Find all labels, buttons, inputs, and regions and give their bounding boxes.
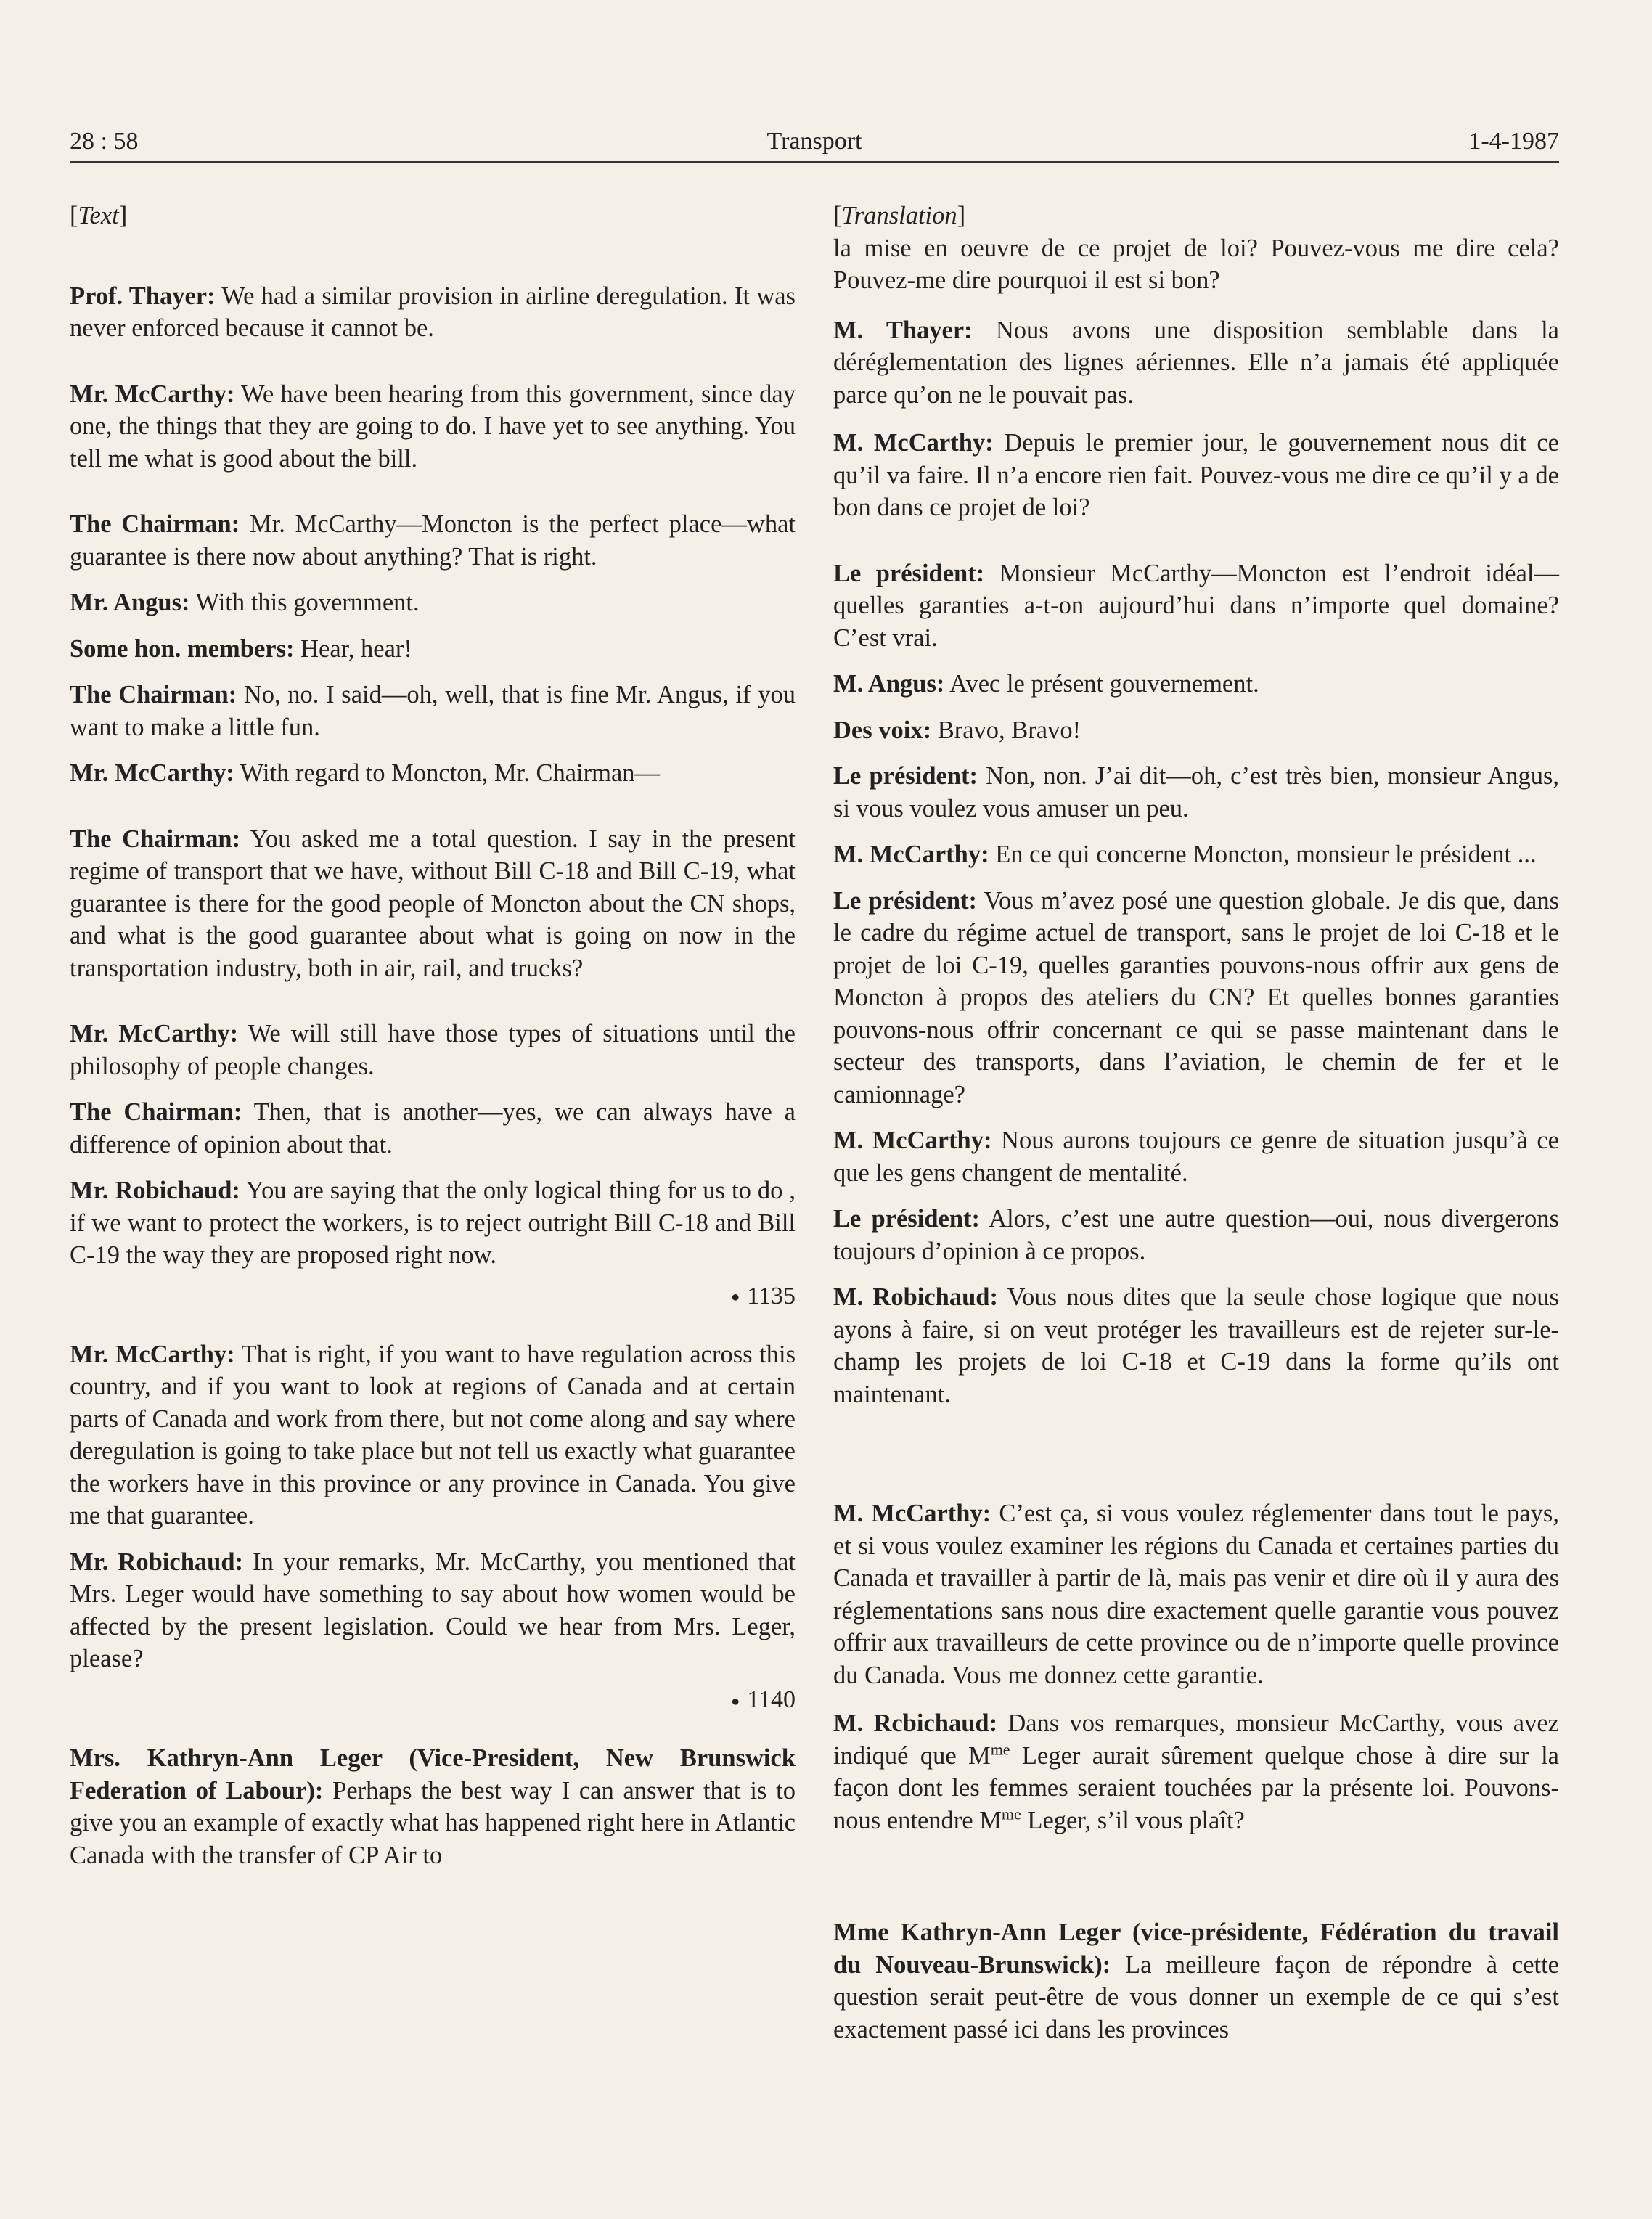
speaker-name: Mr. McCarthy: bbox=[70, 1340, 235, 1368]
speaker-name: The Chairman: bbox=[70, 510, 240, 538]
speech-paragraph: Mr. McCarthy: With regard to Moncton, Mr. Chairman— bbox=[70, 759, 661, 787]
speaker-name: Mr. McCarthy: bbox=[70, 1020, 239, 1047]
speaker-name: Le président: bbox=[833, 559, 985, 587]
speaker-name: Prof. Thayer: bbox=[70, 282, 216, 310]
speaker-name: Mr. Robichaud: bbox=[70, 1177, 240, 1204]
speech-paragraph: Prof. Thayer: We had a similar provision in airline deregulation. It was never enforced because it cannot be. bbox=[70, 282, 796, 342]
speaker-name: M. Angus: bbox=[833, 670, 945, 698]
speech-paragraph: Le président: Vous m’avez posé une question globale. Je dis que, dans le cadre du régime actuel de transport, sans le projet de loi C-18 et le projet de loi C-19, quelles garanties pouvons-nous offrir aux gens de Moncton à propos des ateliers du CN? Et quelles bonnes garanties pouvons-nous offrir concernant ce qui se passe maintenant dans le secteur des transports, dans l’aviation, le chemin de fer et le camionnage? bbox=[833, 886, 1559, 1108]
bullet-icon: ● bbox=[731, 1289, 740, 1306]
speech-paragraph: Le président: Alors, c’est une autre question—oui, nous divergerons toujours d’opinion à ce propos. bbox=[833, 1205, 1559, 1265]
page-header bbox=[70, 128, 1559, 163]
speech-paragraph: M. McCarthy: Nous aurons toujours ce genre de situation jusqu’à ce que les gens changent de mentalité. bbox=[833, 1127, 1559, 1187]
speech-paragraph: M. Rcbichaud: Dans vos remarques, monsieur McCarthy, vous avez indiqué que $M^{me}$ Leger aurait sûrement quelque chose à dire sur la façon dont les femmes seraient touchées par la présente loi. Pouvons-nous entendre $M^{me}$ Leger, s’il vous plaît? bbox=[833, 1709, 1559, 1834]
continued-paragraph: la mise en oeuvre de ce projet de loi? Pouvez-vous me dire cela? Pouvez-me dire pourquoi il est si bon? bbox=[833, 234, 1559, 294]
speaker-name: Mr. Robichaud: bbox=[70, 1548, 244, 1576]
speaker-name: Des voix: bbox=[833, 716, 932, 744]
french-column bbox=[833, 200, 1559, 2059]
date: 1-4-1987 bbox=[1468, 128, 1559, 155]
speech-paragraph: Mrs. Kathryn-Ann Leger (Vice-President, New Brunswick Federation of Labour): Perhaps the best way I can answer that is to give you an example of exactly what has happened right here in Atlantic Canada with the transfer of CP Air to bbox=[70, 1744, 796, 1869]
speaker-name: Some hon. members: bbox=[70, 634, 295, 663]
speech-paragraph: M. McCarthy: C’est ça, si vous voulez réglementer dans tout le pays, et si vous voulez examiner les régions du Canada et certaines parties du Canada et travailler à partir de là, mais pas venir et dire où il y aura des réglementations sans nous dire exactement quelle garantie vous pouvez offrir aux travailleurs de cette province ou de n’importe quelle province du Canada. Vous me donnez cette garantie. bbox=[833, 1500, 1559, 1689]
english-column bbox=[70, 200, 796, 1885]
speech-paragraph: Mr. Robichaud: In your remarks, Mr. McCarthy, you mentioned that Mrs. Leger would have something to say about how women would be affected by the present legislation. Could we hear from Mrs. Leger, please? bbox=[70, 1548, 796, 1673]
page-number: 28 : 58 bbox=[70, 128, 139, 155]
speaker-name: M. Thayer: bbox=[833, 316, 973, 344]
speech-paragraph: M. Thayer: Nous avons une disposition semblable dans la déréglementation des lignes aériennes. Elle n’a jamais été appliquée parce qu’on ne le pouvait pas. bbox=[833, 316, 1559, 409]
speaker-name: M. McCarthy: bbox=[833, 1127, 992, 1154]
column-tag: [Text] bbox=[70, 202, 128, 229]
speech-paragraph: Mr. Robichaud: You are saying that the only logical thing for us to do , if we want to protect the workers, is to reject outright Bill C-18 and Bill C-19 the way they are proposed right now. bbox=[70, 1177, 796, 1269]
speaker-name: The Chairman: bbox=[70, 825, 241, 853]
speaker-name: The Chairman: bbox=[70, 1098, 242, 1126]
speech-paragraph: The Chairman: Mr. McCarthy—Moncton is the perfect place—what guarantee is there now about anything? That is right. bbox=[70, 510, 796, 571]
speech-paragraph: Some hon. members: Hear, hear! bbox=[70, 634, 412, 663]
time-marker: ● 1140 bbox=[731, 1685, 796, 1713]
speech-paragraph: The Chairman: Then, that is another—yes, we can always have a difference of opinion about that. bbox=[70, 1098, 796, 1158]
speaker-name: Le président: bbox=[833, 762, 978, 790]
speech-paragraph: The Chairman: No, no. I said—oh, well, that is fine Mr. Angus, if you want to make a little fun. bbox=[70, 681, 796, 741]
speech-paragraph: Mr. McCarthy: We will still have those types of situations until the philosophy of people changes. bbox=[70, 1020, 796, 1080]
speech-paragraph: M. Angus: Avec le présent gouvernement. bbox=[833, 670, 1259, 698]
speaker-name: Le président: bbox=[833, 886, 978, 915]
speech-paragraph: M. Robichaud: Vous nous dites que la seule chose logique que nous ayons à faire, si on veut protéger les travailleurs est de rejeter sur-le-champ les projets de loi C-18 et C-19 dans la forme qu’ils ont maintenant. bbox=[833, 1283, 1559, 1408]
speech-paragraph: The Chairman: You asked me a total question. I say in the present regime of transport that we have, without Bill C-18 and Bill C-19, what guarantee is there for the good people of Moncton about the CN shops, and what is the good guarantee about what is going on now in the transportation industry, both in air, rail, and trucks? bbox=[70, 825, 796, 982]
speech-paragraph: Des voix: Bravo, Bravo! bbox=[833, 716, 1081, 744]
running-title: Transport bbox=[766, 128, 862, 155]
speaker-name: M. McCarthy: bbox=[833, 429, 994, 457]
speaker-name: Mr. McCarthy: bbox=[70, 759, 234, 787]
speaker-name: M. McCarthy: bbox=[833, 1500, 991, 1527]
speaker-name: M. McCarthy: bbox=[833, 841, 989, 868]
speaker-name: M. Rcbichaud: bbox=[833, 1709, 998, 1737]
speech-paragraph: Le président: Monsieur McCarthy—Moncton est l’endroit idéal—quelles garanties a-t-on aujourd’hui dans n’importe quel domaine? C’est vrai. bbox=[833, 559, 1559, 652]
speech-paragraph: Le président: Non, non. J’ai dit—oh, c’est très bien, monsieur Angus, si vous voulez vous amuser un peu. bbox=[833, 762, 1559, 822]
speech-paragraph: M. McCarthy: En ce qui concerne Moncton, monsieur le président ... bbox=[833, 841, 1537, 868]
bullet-icon: ● bbox=[731, 1693, 740, 1709]
speaker-name: Mr. McCarthy: bbox=[70, 380, 235, 408]
speaker-name: Mrs. Kathryn-Ann Leger (Vice-President, New Brunswick Federation of Labour): bbox=[70, 1744, 796, 1805]
speaker-name: The Chairman: bbox=[70, 681, 237, 708]
time-marker: ● 1135 bbox=[731, 1282, 796, 1309]
speaker-name: M. Robichaud: bbox=[833, 1283, 998, 1311]
speech-paragraph: Mr. McCarthy: We have been hearing from this government, since day one, the things that they are going to do. I have yet to see anything. You tell me what is good about the bill. bbox=[70, 380, 796, 473]
speaker-name: Mme Kathryn-Ann Leger (vice-présidente, Fédération du travail du Nouveau-Brunswick): bbox=[833, 1918, 1559, 1979]
speech-paragraph: Mr. McCarthy: That is right, if you want to have regulation across this country, and if you want to look at regions of Canada and at certain parts of Canada and work from there, but not come along and say where deregulation is going to take place but not tell us exactly what guarantee the workers have in this province or any province in Canada. You give me that guarantee. bbox=[70, 1340, 796, 1530]
speech-paragraph: Mr. Angus: With this government. bbox=[70, 589, 420, 616]
column-tag: [Translation] bbox=[833, 202, 966, 229]
speaker-name: Mr. Angus: bbox=[70, 589, 190, 616]
speaker-name: Le président: bbox=[833, 1205, 980, 1233]
speech-paragraph: M. McCarthy: Depuis le premier jour, le gouvernement nous dit ce qu’il va faire. Il n’a encore rien fait. Pouvez-vous me dire ce qu’il y a de bon dans ce projet de loi? bbox=[833, 429, 1559, 521]
speech-paragraph: Mme Kathryn-Ann Leger (vice-présidente, Fédération du travail du Nouveau-Brunswick): La meilleure façon de répondre à cette question serait peut-être de vous donner un exemple de ce qui s’est exactement passé ici dans les provinces bbox=[833, 1918, 1559, 2043]
